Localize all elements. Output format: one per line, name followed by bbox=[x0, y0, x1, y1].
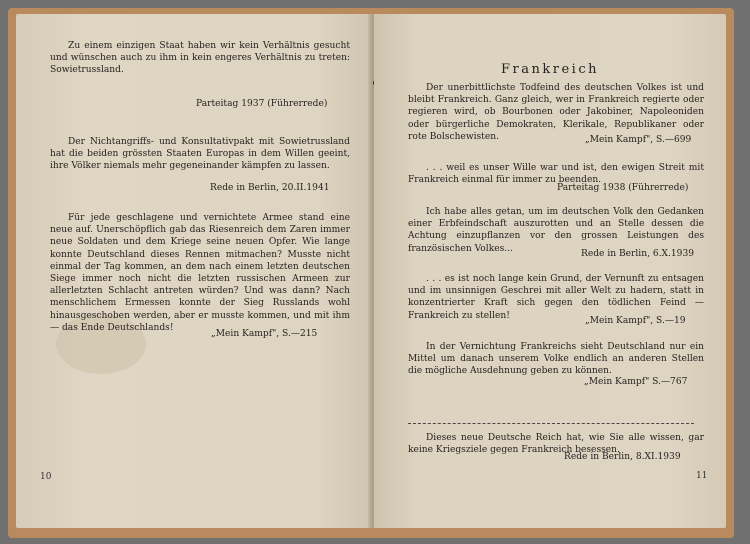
right-cite-1: „Mein Kampf", S.—699 bbox=[585, 135, 692, 145]
right-quote-4: . . . es ist noch lange kein Grund, der Vernunft zu entsagen und im unsinnigen Geschrei mit aller Welt zu hadern, statt in konzentrierter Kraft sich gegen den tödlichen Feind — Frankreich zu stellen! bbox=[408, 274, 704, 321]
left-cite-3: „Mein Kampf", S.—215 bbox=[211, 329, 318, 339]
left-quote-1: Zu einem einzigen Staat haben wir kein Verhältnis gesucht und wünschen auch zu ihm in kein engeres Verhältnis zu treten: Sowietrussland. bbox=[50, 41, 350, 76]
right-quote-5: In der Vernichtung Frankreichs sieht Deutschland nur ein Mittel um danach unserem Volke endlich an anderen Stellen die mögliche Ausdehnung geben zu können. bbox=[408, 342, 704, 377]
right-quote-1: Der unerbittlichste Todfeind des deutschen Volkes ist und bleibt Frankreich. Ganz gleich, wer in Frankreich regierte oder regieren wird, ob Bourbonen oder Jakobiner, Napoleoniden oder bürgerliche Demokraten, Klerikale, Republikaner oder rote Bolschewisten. bbox=[408, 83, 704, 142]
left-quote-2: Der Nichtangriffs- und Konsultativpakt mit Sowietrussland hat die beiden grössten Staaten Europas in dem Willen geeint, ihre Völker niemals mehr gegeneinander kämpfen zu lassen. bbox=[50, 137, 350, 172]
right-cite-6: Rede in Berlin, 8.XI.1939 bbox=[564, 452, 681, 462]
right-page bbox=[374, 14, 726, 528]
page-title: Frankreich bbox=[501, 62, 599, 77]
page-number-left: 10 bbox=[40, 472, 52, 482]
right-cite-5: „Mein Kampf" S.—767 bbox=[584, 377, 688, 387]
right-cite-3: Rede in Berlin, 6.X.1939 bbox=[581, 249, 695, 259]
section-divider bbox=[408, 423, 694, 424]
right-quote-6: Dieses neue Deutsche Reich hat, wie Sie alle wissen, gar keine Kriegsziele gegen Frankreich besessen. bbox=[408, 433, 704, 456]
left-page bbox=[16, 14, 372, 528]
right-quote-2: . . . weil es unser Wille war und ist, den ewigen Streit mit Frankreich einmal für immer zu beenden. bbox=[408, 163, 704, 186]
right-quote-3: Ich habe alles getan, um im deutschen Volk den Gedanken einer Erbfeindschaft auszurotten und an Stelle dessen die Achtung einzupflanzen vor den grossen Leistungen des französischen Volkes... bbox=[408, 207, 704, 254]
left-cite-1: Parteitag 1937 (Führerrede) bbox=[196, 99, 328, 109]
left-quote-3: Für jede geschlagene und vernichtete Armee stand eine neue auf. Unerschöpflich gab das Riesenreich dem Zaren immer neue Soldaten und dem Kriege seine neuen Opfer. Wie lange konnte Deutschland dieses Rennen mitmachen? Musste nicht einmal der Tag kommen, an dem nach einem letzten deutschen Siege immer noch nicht die letzten russischen Armeen zur allerletzten Schlacht antreten würden? Und was dann? Nach menschlichem Ermessen konnte der Sieg Russlands wohl hinausgeschoben werden, aber er musste kommen, und mit ihm — das Ende Deutschlands! bbox=[50, 213, 350, 333]
right-cite-4: „Mein Kampf", S.—19 bbox=[585, 316, 686, 326]
left-cite-2: Rede in Berlin, 20.II.1941 bbox=[210, 183, 330, 193]
page-number-right: 11 bbox=[696, 471, 708, 481]
right-cite-2: Parteitag 1938 (Führerrede) bbox=[557, 183, 689, 193]
